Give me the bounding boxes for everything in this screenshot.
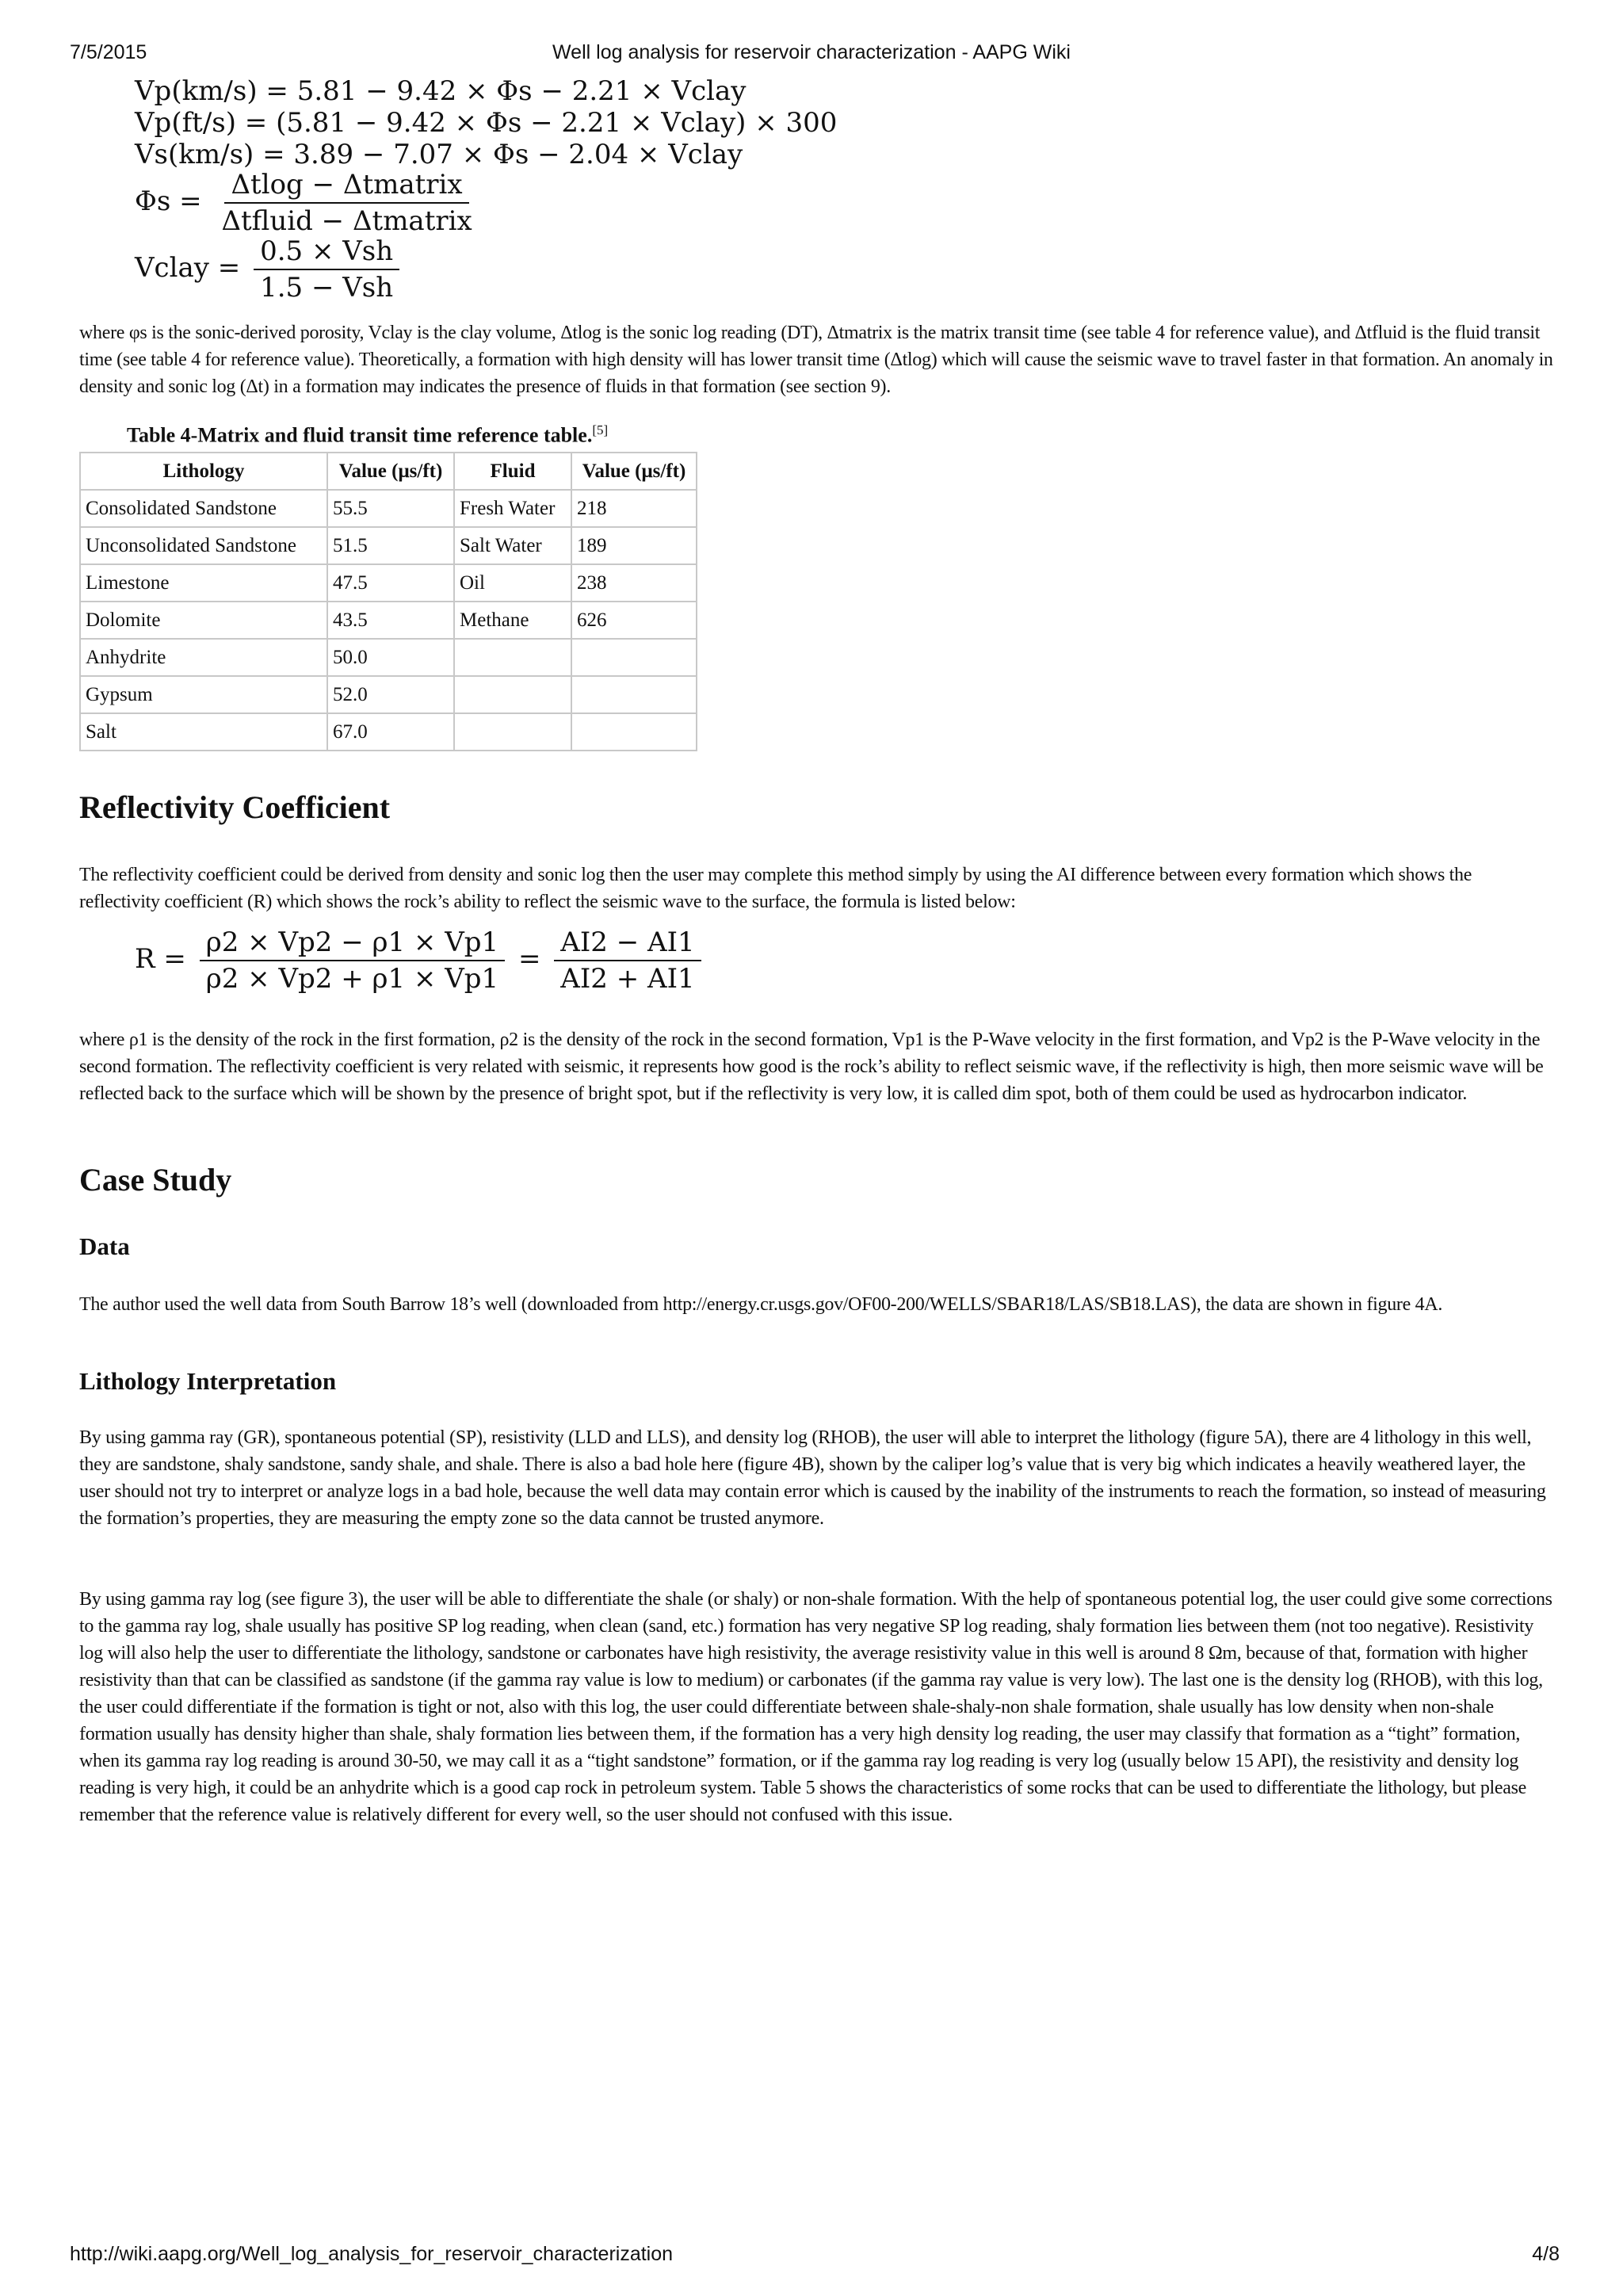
- table-cell: Unconsolidated Sandstone: [80, 527, 327, 564]
- table-header-row: [80, 453, 697, 490]
- table-cell: Fresh Water: [454, 490, 571, 527]
- column-header: Value (μs/ft): [327, 453, 454, 490]
- table-cell: [454, 639, 571, 676]
- equation-lhs: Vclay =: [135, 252, 241, 284]
- paragraph-data: The author used the well data from South Barrow 18’s well (downloaded from http://energy.cr.usgs.gov/OF00-200/WELLS/SBAR18/LAS/SB18.LAS), the data are shown in figure 4A.: [79, 1294, 1443, 1315]
- table-caption: [127, 422, 608, 448]
- transit-time-table: [79, 452, 697, 751]
- citation-link[interactable]: [5]: [592, 422, 609, 437]
- fraction: [200, 926, 505, 995]
- equation-lhs: R =: [135, 943, 186, 975]
- section-heading-case-study: Case Study: [79, 1162, 232, 1198]
- table-row: [80, 527, 697, 564]
- table-cell: [571, 639, 697, 676]
- column-header: Value (μs/ft): [571, 453, 697, 490]
- subsection-heading-data: Data: [79, 1232, 130, 1260]
- table-cell: 67.0: [327, 713, 454, 751]
- table-cell: 626: [571, 602, 697, 639]
- table-cell: [571, 676, 697, 713]
- fraction-denominator: ρ2 × Vp2 + ρ1 × Vp1: [205, 963, 499, 995]
- table-cell: [454, 676, 571, 713]
- equation-vclay: [135, 235, 404, 304]
- table-cell: [571, 713, 697, 751]
- table-cell: 189: [571, 527, 697, 564]
- print-page-title: Well log analysis for reservoir characterization - AAPG Wiki: [552, 41, 1071, 63]
- table-cell: [454, 713, 571, 751]
- fraction-numerator: 0.5 × Vsh: [254, 235, 399, 270]
- equation-reflectivity: [135, 926, 706, 995]
- fraction-denominator: AI2 + AI1: [560, 963, 695, 995]
- table-cell: 218: [571, 490, 697, 527]
- table-row: [80, 564, 697, 602]
- table-row: [80, 676, 697, 713]
- fraction-numerator: Δtlog − Δtmatrix: [224, 169, 468, 204]
- equation-vs-kms: Vs(km/s) = 3.89 − 7.07 × Φs − 2.04 × Vclay: [135, 139, 743, 170]
- fraction: [254, 235, 399, 304]
- table-cell: 55.5: [327, 490, 454, 527]
- table-cell: Salt: [80, 713, 327, 751]
- paragraph-sonic-definitions: where φs is the sonic-derived porosity, Vclay is the clay volume, Δtlog is the sonic log reading (DT), Δtmatrix is the matrix transit time (see table 4 for reference value), and Δtfluid is the fluid transit time (see table 4 for reference value). Theoretically, a formation with high density will has lower transit time (Δtlog) which will cause the seismic wave to travel faster in that formation. An anomaly in density and sonic log (Δt) in a formation may indicates the presence of fluids in that formation (see section 9).: [79, 323, 1553, 397]
- equation-sonic-porosity: [135, 169, 483, 237]
- table-row: [80, 639, 697, 676]
- fraction-denominator: Δtfluid − Δtmatrix: [221, 205, 472, 237]
- table-row: [80, 490, 697, 527]
- equation-vp-fts: Vp(ft/s) = (5.81 − 9.42 × Φs − 2.21 × Vclay) × 300: [135, 107, 838, 139]
- paragraph-lithology-2: By using gamma ray log (see figure 3), the user will be able to differentiate the shale (or shaly) or non-shale formation. With the help of spontaneous potential log, the user could give some corrections to the gamma ray log, shale usually has positive SP log reading, when clean (sand, etc.) formation has very negative SP log reading, shaly formation lies between them (not too negative). Resistivity log will also help the user to differentiate the lithology, sandstone or carbonates have high resistivity, the average resistivity value in this well is around 8 Ωm, because of that, formation with higher resistivity than that can be classified as sandstone (if the gamma ray value is low to medium) or carbonates (if the gamma ray value is very low). The last one is the density log (RHOB), with this log, the user could differentiate if the formation is tight or not, also with this log, the user could differentiate between shale-shaly-non shale formation, shale usually has low density when non-shale formation usually has density higher than shale, shaly formation lies between them, if the formation has a very high density log reading, the user may classify that formation as a “tight” formation, when its gamma ray log reading is around 30-50, we may call it as a “tight sandstone” formation, or if the gamma ray log reading is very log (usually below 15 API), the resistivity and density log reading is very high, it could be an anhydrite which is a good cap rock in petroleum system. Table 5 shows the characteristics of some rocks that can be used to differentiate the lithology, but please remember that the reference value is relatively different for every well, so the user should not confused with this issue.: [79, 1589, 1552, 1825]
- paragraph-reflectivity-definitions: where ρ1 is the density of the rock in the first formation, ρ2 is the density of the rock in the second formation, Vp1 is the P-Wave velocity in the first formation, and Vp2 is the P-Wave velocity in the second formation. The reflectivity coefficient is very related with seismic, it represents how good is the rock’s ability to reflect seismic wave, if the reflectivity is high, then more seismic wave will be reflected back to the surface which will be shown by the presence of bright spot, but if the reflectivity is very low, it is called dim spot, both of them could be used as hydrocarbon indicator.: [79, 1030, 1544, 1104]
- table-cell: 43.5: [327, 602, 454, 639]
- subsection-heading-lithology: Lithology Interpretation: [79, 1367, 337, 1395]
- table-cell: 50.0: [327, 639, 454, 676]
- table-cell: 238: [571, 564, 697, 602]
- table-cell: 52.0: [327, 676, 454, 713]
- print-page-number: 4/8: [1532, 2243, 1560, 2265]
- fraction: [215, 169, 478, 237]
- column-header: Fluid: [454, 453, 571, 490]
- print-date: 7/5/2015: [70, 41, 147, 63]
- table-cell: Methane: [454, 602, 571, 639]
- table-row: [80, 713, 697, 751]
- print-page-url: http://wiki.aapg.org/Well_log_analysis_for_reservoir_characterization: [70, 2243, 674, 2265]
- section-heading-reflectivity: Reflectivity Coefficient: [79, 789, 391, 825]
- table-cell: Limestone: [80, 564, 327, 602]
- table-cell: 47.5: [327, 564, 454, 602]
- paragraph-lithology-1: By using gamma ray (GR), spontaneous potential (SP), resistivity (LLD and LLS), and density log (RHOB), the user will able to interpret the lithology (figure 5A), there are 4 lithology in this well, they are sandstone, shaly sandstone, sandy shale, and shale. There is also a bad hole here (figure 4B), shown by the caliper log’s value that is very big which indicates a heavily weathered layer, the user should not try to interpret or analyze logs in a bad hole, because the well data may contain error which is caused by the inability of the instruments to reach the formation, so instead of measuring the formation’s properties, they are measuring the empty zone so the data cannot be trusted anymore.: [79, 1427, 1546, 1529]
- table-caption-text: Table 4-Matrix and fluid transit time reference table.: [127, 423, 593, 447]
- table-cell: 51.5: [327, 527, 454, 564]
- equation-lhs: Φs =: [135, 185, 202, 217]
- equals-sign: =: [517, 943, 541, 975]
- fraction-numerator: ρ2 × Vp2 − ρ1 × Vp1: [200, 926, 505, 961]
- table-cell: Anhydrite: [80, 639, 327, 676]
- table-cell: Consolidated Sandstone: [80, 490, 327, 527]
- table-cell: Gypsum: [80, 676, 327, 713]
- paragraph-reflectivity-intro: The reflectivity coefficient could be derived from density and sonic log then the user may complete this method simply by using the AI difference between every formation which shows the reflectivity coefficient (R) which shows the rock’s ability to reflect the seismic wave to the surface, the formula is listed below:: [79, 865, 1472, 912]
- table-cell: Salt Water: [454, 527, 571, 564]
- fraction-numerator: AI2 − AI1: [554, 926, 701, 961]
- fraction: [554, 926, 701, 995]
- fraction-denominator: 1.5 − Vsh: [260, 272, 394, 304]
- column-header: Lithology: [80, 453, 327, 490]
- table-cell: Oil: [454, 564, 571, 602]
- equation-vp-kms: Vp(km/s) = 5.81 − 9.42 × Φs − 2.21 × Vclay: [135, 75, 747, 107]
- table-cell: Dolomite: [80, 602, 327, 639]
- table-row: [80, 602, 697, 639]
